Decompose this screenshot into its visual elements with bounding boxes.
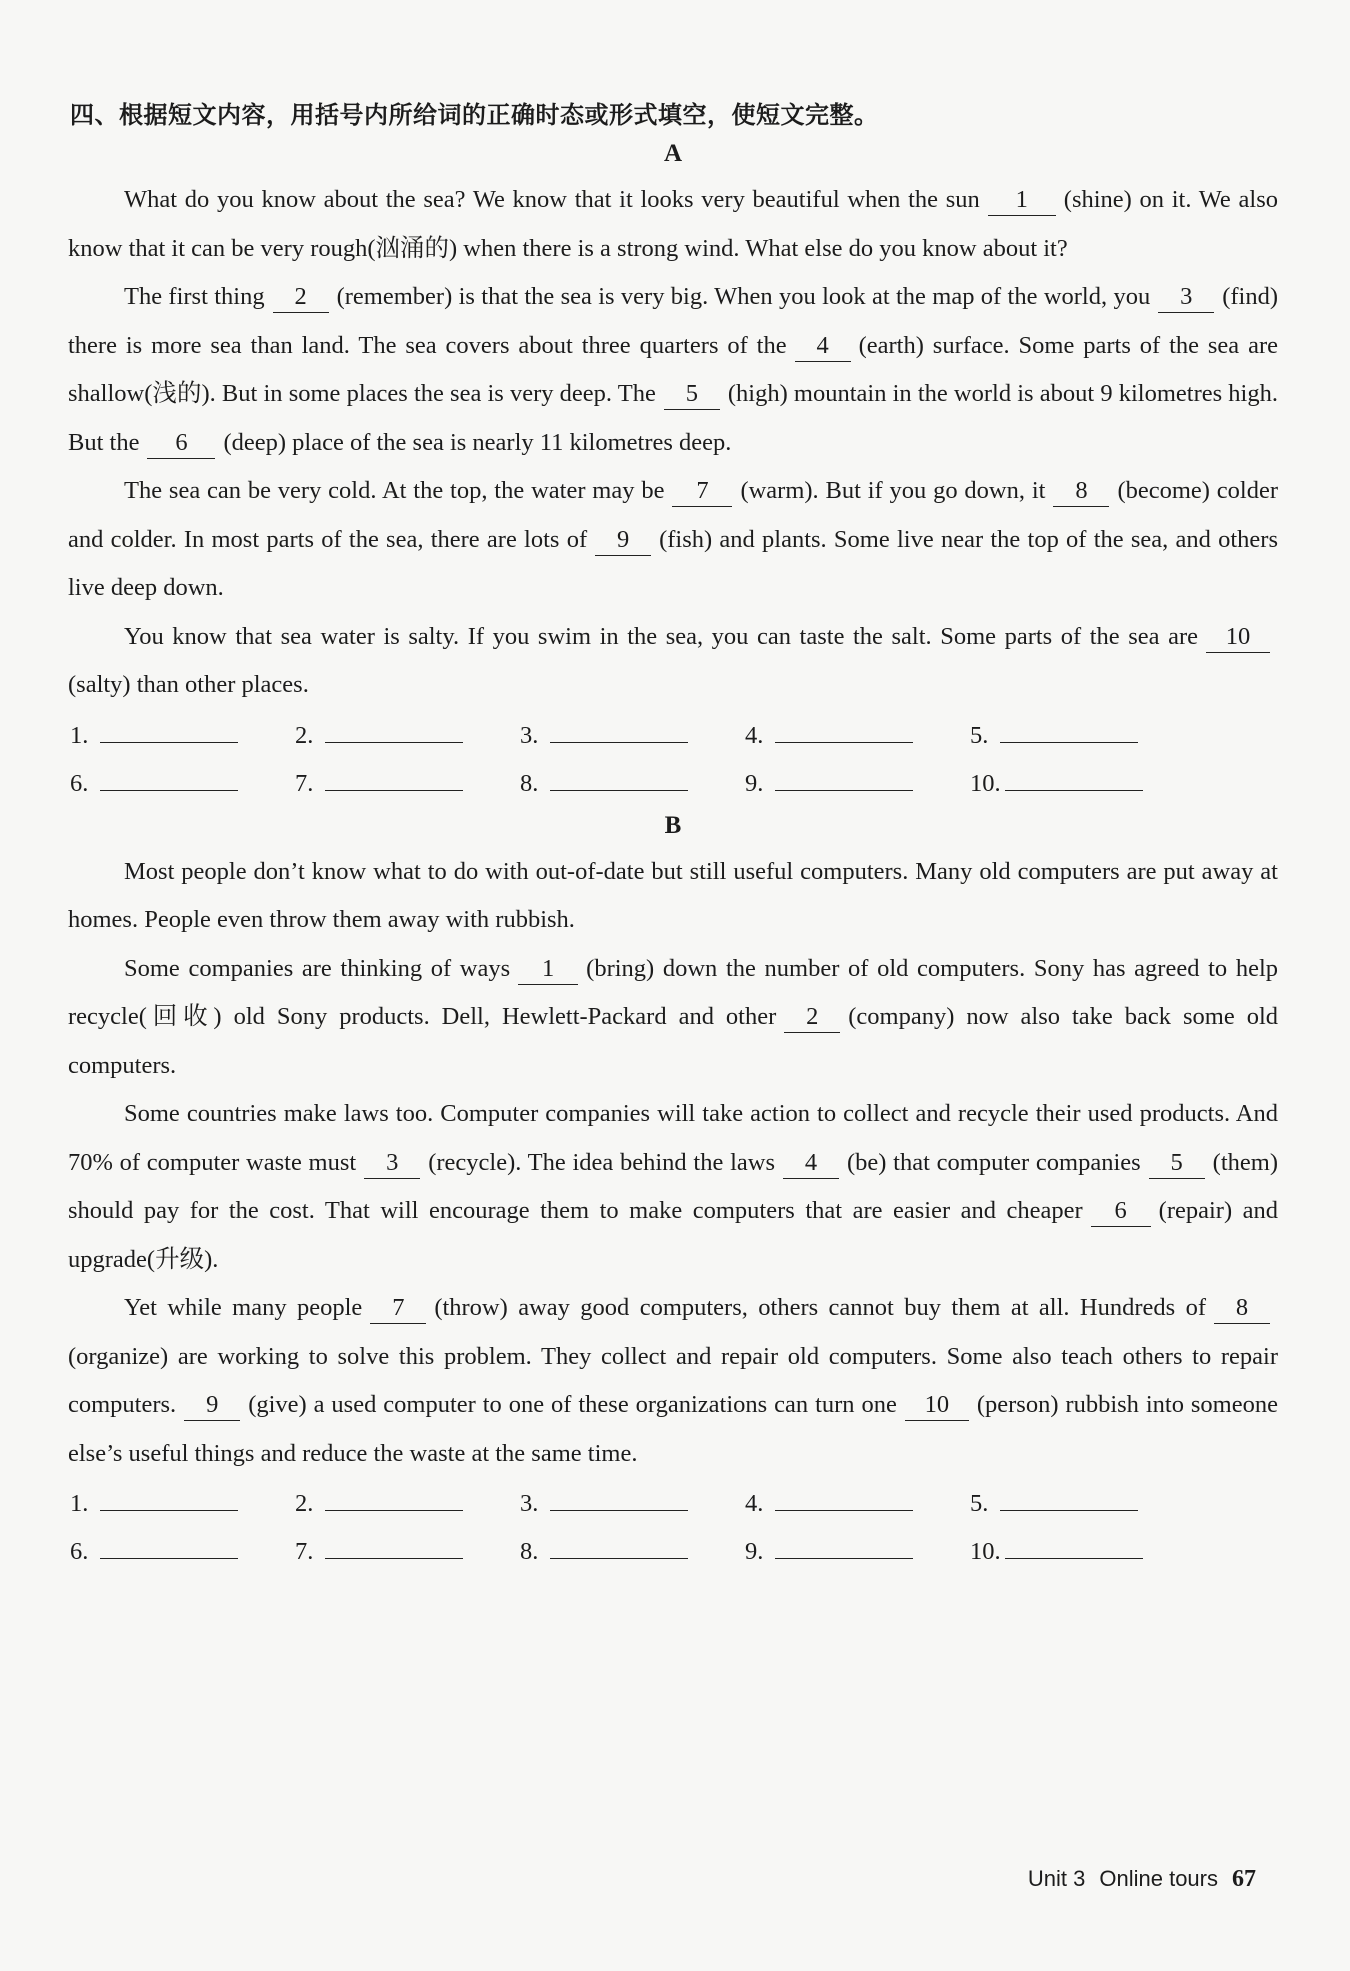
answer-field[interactable] — [325, 762, 463, 791]
answer-line: 8. — [520, 760, 745, 808]
passage-b-paragraph-4: Yet while many people 7 (throw) away good computers, others cannot buy them at all. Hundreds of 8(organize) are working to solve this problem. They collect and repair old computers. Some also teach others to repair computers. 9 (give) a used computer to one of these organizations can turn one 10 (person) rubbish into someone else’s useful things and reduce the waste at the same time. — [68, 1294, 1278, 1467]
unit-label: Unit 3 — [1027, 1866, 1086, 1891]
answer-field[interactable] — [775, 762, 913, 791]
answer-field[interactable] — [100, 714, 238, 743]
blank-b5: 5 — [1149, 1148, 1205, 1179]
answer-field[interactable] — [1000, 714, 1138, 743]
answer-line: 8. — [520, 1528, 745, 1576]
blank-a8: 8 — [1053, 476, 1109, 507]
passage-a-paragraph-4: You know that sea water is salty. If you swim in the sea, you can taste the salt. Some parts of the sea are 10(salty) than other places. — [68, 613, 1278, 710]
unit-title: Online tours — [1099, 1866, 1218, 1891]
answer-field[interactable] — [325, 1482, 463, 1511]
answer-field[interactable] — [550, 762, 688, 791]
blank-a9: 9 — [595, 525, 651, 556]
answer-line: 3. — [520, 712, 745, 760]
blank-a10: 10 — [1206, 622, 1270, 653]
answer-field[interactable] — [100, 1482, 238, 1511]
passage-b-paragraph-3: Some countries make laws too. Computer companies will take action to collect and recycle their used products. And 70% of computer waste must 3 (recycle). The idea behind the laws 4 (be) that computer companies 5 (them) should pay for the cost. That will encourage them to make computers that are easier and cheaper 6 (repair) and upgrade(升级). — [68, 1100, 1278, 1273]
part-b-label: B — [664, 811, 682, 839]
answer-line: 7. — [295, 1528, 520, 1576]
answer-line: 9. — [745, 760, 970, 808]
passage-b-paragraph-1: Most people don’t know what to do with out-of-date but still useful computers. Many old computers are put away at homes. People even throw them away with rubbish. — [68, 857, 1278, 933]
blank-b9: 9 — [184, 1390, 240, 1421]
answer-line: 5. — [970, 1480, 1195, 1528]
blank-b4: 4 — [783, 1148, 839, 1179]
answer-line: 7. — [295, 760, 520, 808]
answer-field[interactable] — [775, 714, 913, 743]
page-footer — [1028, 1866, 1256, 1893]
passage-a-paragraph-1: What do you know about the sea? We know that it looks very beautiful when the sun 1 (shine) on it. We also know that it can be very rough(汹涌的) when there is a strong wind. What else do you know about it? — [68, 186, 1278, 262]
blank-a5: 5 — [664, 379, 720, 410]
answer-field[interactable] — [550, 1530, 688, 1559]
answer-field[interactable] — [325, 1530, 463, 1559]
blank-b10: 10 — [905, 1390, 969, 1421]
blank-a2: 2 — [273, 282, 329, 313]
blank-a1: 1 — [988, 185, 1056, 216]
answer-field[interactable] — [1000, 1482, 1138, 1511]
blank-a7: 7 — [672, 476, 732, 507]
passage-a-paragraph-3: The sea can be very cold. At the top, the water may be 7 (warm). But if you go down, it 8 (become) colder and colder. In most parts of the sea, there are lots of 9 (fish) and plants. Some live near the top of the sea, and others live deep down. — [68, 477, 1279, 601]
answer-line: 6. — [70, 1528, 295, 1576]
answer-field[interactable] — [1005, 1530, 1143, 1559]
blank-b7: 7 — [370, 1293, 426, 1324]
page-number: 67 — [1232, 1866, 1256, 1892]
exercise-instruction: 四、根据短文内容，用括号内所给词的正确时态或形式填空，使短文完整。 — [70, 101, 879, 129]
answer-line: 4. — [745, 1480, 970, 1528]
blank-b1: 1 — [518, 954, 578, 985]
answer-line: 10. — [970, 1528, 1195, 1576]
answer-line: 3. — [520, 1480, 745, 1528]
answer-line: 9. — [745, 1528, 970, 1576]
passage-a-paragraph-2: The first thing 2 (remember) is that the sea is very big. When you look at the map of the world, you 3 (find) there is more sea than land. The sea covers about three quarters of the 4 (earth) surface. Some parts of the sea are shallow(浅的). But in some places the sea is very deep. The 5 (high) mountain in the world is about 9 kilometres high. But the 6 (deep) place of the sea is nearly 11 kilometres deep. — [68, 273, 1278, 467]
answer-line: 2. — [295, 1480, 520, 1528]
answer-line: 4. — [745, 712, 970, 760]
passage-b-paragraph-2: Some companies are thinking of ways 1 (bring) down the number of old computers. Sony has agreed to help recycle(回收) old Sony products. Dell, Hewlett-Packard and other 2 (company) now also take back some old computers. — [68, 954, 1279, 1079]
blank-b8: 8 — [1214, 1293, 1270, 1324]
blank-a6: 6 — [147, 428, 215, 459]
answer-field[interactable] — [100, 762, 238, 791]
answer-line: 6. — [70, 760, 295, 808]
answer-field[interactable] — [775, 1530, 913, 1559]
answer-line: 2. — [295, 712, 520, 760]
answer-field[interactable] — [550, 714, 688, 743]
blank-a3: 3 — [1158, 282, 1214, 313]
answer-field[interactable] — [1005, 762, 1143, 791]
part-a-label: A — [663, 140, 683, 167]
blank-b2: 2 — [784, 1002, 840, 1033]
answer-field[interactable] — [550, 1482, 688, 1511]
answer-line: 1. — [70, 712, 295, 760]
answer-lines-b — [70, 1480, 1278, 1576]
answer-lines-a — [70, 712, 1278, 808]
answer-line: 10. — [970, 760, 1195, 808]
answer-field[interactable] — [100, 1530, 238, 1559]
blank-b3: 3 — [364, 1148, 420, 1179]
blank-b6: 6 — [1091, 1196, 1151, 1227]
blank-a4: 4 — [795, 331, 851, 362]
answer-line: 1. — [70, 1480, 295, 1528]
answer-line: 5. — [970, 712, 1195, 760]
answer-field[interactable] — [775, 1482, 913, 1511]
answer-field[interactable] — [325, 714, 463, 743]
